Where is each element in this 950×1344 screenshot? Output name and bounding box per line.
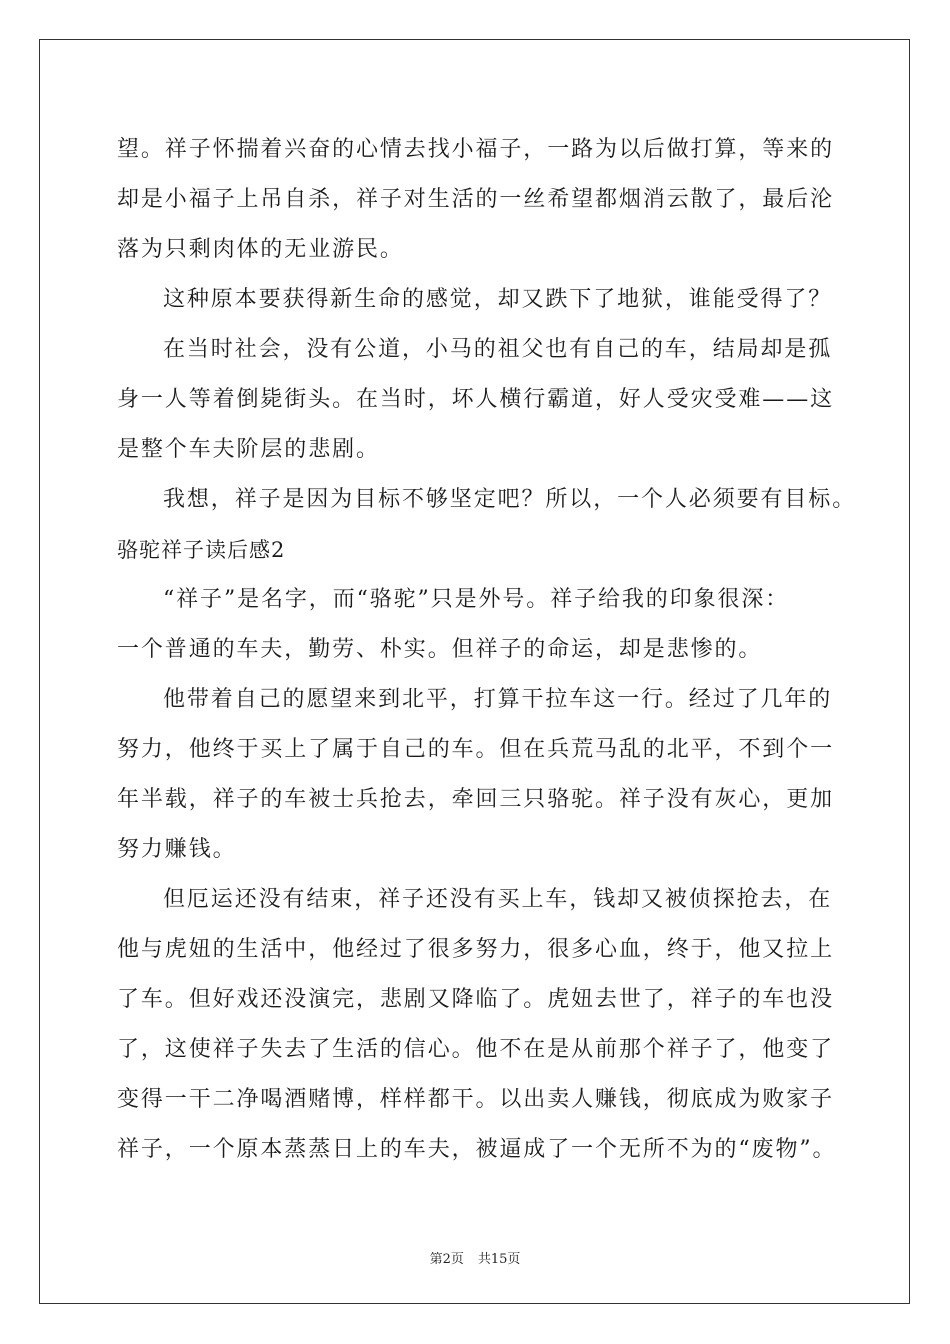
- page-footer: [0, 1248, 950, 1267]
- page-number: 第2页: [429, 1252, 464, 1267]
- paragraph-line: 在当时社会，没有公道，小马的祖父也有自己的车，结局却是孤: [163, 337, 833, 362]
- paragraph-line: “祥子”是名字，而“骆驼”只是外号。祥子给我的印象很深：: [163, 587, 790, 612]
- paragraph-line: 祥子，一个原本蒸蒸日上的车夫，被逼成了一个无所不为的“废物”。: [117, 1137, 837, 1162]
- paragraph-line: 身一人等着倒毙街头。在当时，坏人横行霸道，好人受灾受难——这: [117, 387, 835, 412]
- paragraph-line: 望。祥子怀揣着兴奋的心情去找小福子，一路为以后做打算，等来的: [117, 137, 835, 162]
- paragraph-line: 他带着自己的愿望来到北平，打算干拉车这一行。经过了几年的: [163, 687, 833, 712]
- paragraph-line: 是整个车夫阶层的悲剧。: [117, 437, 380, 462]
- paragraph-line: 我想，祥子是因为目标不够坚定吧？所以，一个人必须要有目标。: [163, 487, 857, 512]
- paragraph-line: 一个普通的车夫，勤劳、朴实。但祥子的命运，却是悲惨的。: [117, 637, 763, 662]
- paragraph-line: 他与虎妞的生活中，他经过了很多努力，很多心血，终于，他又拉上: [117, 937, 835, 962]
- paragraph-line: 努力，他终于买上了属于自己的车。但在兵荒马乱的北平，不到个一: [117, 737, 835, 762]
- paragraph-line: 年半载，祥子的车被士兵抢去，牵回三只骆驼。祥子没有灰心，更加: [117, 787, 835, 812]
- total-pages: 共15页: [477, 1252, 521, 1267]
- paragraph-line: 但厄运还没有结束，祥子还没有买上车，钱却又被侦探抢去，在: [163, 887, 833, 912]
- paragraph-line: 努力赚钱。: [117, 837, 237, 862]
- paragraph-line: 这种原本要获得新生命的感觉，却又跌下了地狱，谁能受得了？: [163, 287, 833, 312]
- section-heading: 骆驼祥子读后感2: [117, 538, 286, 562]
- paragraph-line: 变得一干二净喝酒赌博，样样都干。以出卖人赚钱，彻底成为败家子: [117, 1087, 835, 1112]
- paragraph-line: 落为只剩肉体的无业游民。: [117, 237, 404, 262]
- document-body: [117, 128, 857, 1178]
- paragraph-line: 了，这使祥子失去了生活的信心。他不在是从前那个祥子了，他变了: [117, 1037, 835, 1062]
- paragraph-line: 却是小福子上吊自杀，祥子对生活的一丝希望都烟消云散了，最后沦: [117, 187, 835, 212]
- paragraph-line: 了车。但好戏还没演完，悲剧又降临了。虎妞去世了，祥子的车也没: [117, 987, 835, 1012]
